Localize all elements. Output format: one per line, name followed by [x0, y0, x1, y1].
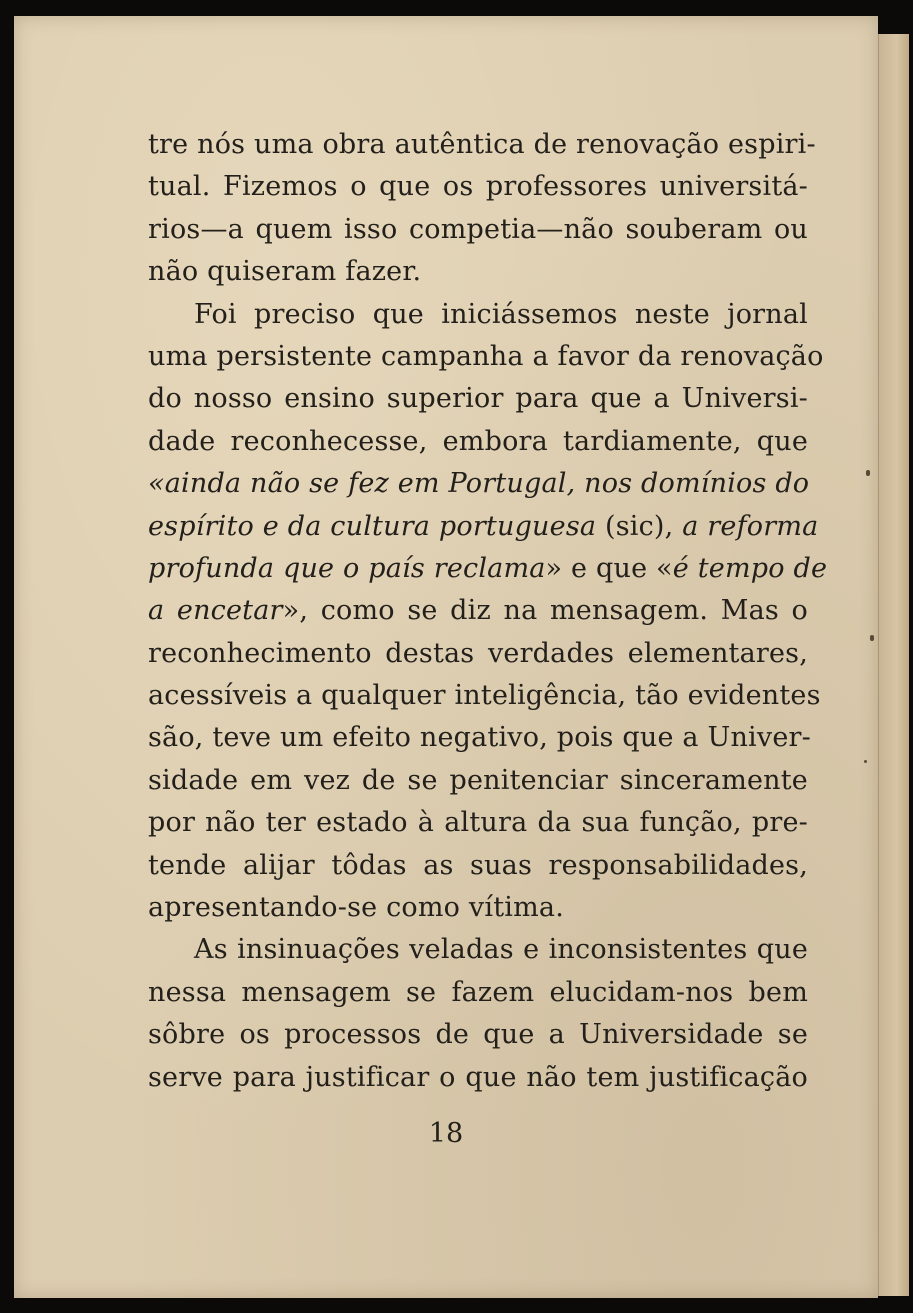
text-line: As insinuações veladas e inconsistentes que: [194, 934, 808, 966]
text-line-mixed: [148, 548, 828, 590]
text-line: sidade em vez de se penitenciar sinceramente: [148, 764, 808, 796]
text-line: do nosso ensino superior para que a Universi-: [148, 383, 808, 415]
text-line: dade reconhecesse, embora tardiamente, que: [148, 425, 808, 457]
text-line: tual. Fizemos o que os professores universitá-: [148, 171, 808, 203]
roman-run: (sic),: [596, 510, 683, 542]
italic-run: é tempo de: [672, 552, 828, 584]
text-line: são, teve um efeito negativo, pois que a Univer-: [148, 722, 811, 754]
text-line: sôbre os processos de que a Universidade se: [148, 1019, 808, 1051]
page-number: 18: [428, 1118, 464, 1149]
text-line: por não ter estado à altura da sua função, pre-: [148, 807, 808, 839]
text-line: uma persistente campanha a favor da renovação: [148, 340, 824, 372]
italic-run: espírito e da cultura portuguesa: [148, 510, 597, 542]
roman-run: » e que «: [545, 552, 673, 584]
text-line-italic: «ainda não se fez em Portugal, nos domínios do: [148, 468, 810, 500]
italic-run: profunda que o país reclama: [148, 552, 546, 584]
text-line-mixed: [148, 590, 808, 632]
roman-run: », como se diz na mensagem. Mas o: [282, 595, 808, 627]
text-line: não quiseram fazer.: [148, 256, 422, 288]
speck: [866, 470, 870, 476]
text-line: tende alijar tôdas as suas responsabilidades,: [148, 849, 808, 881]
italic-run: a encetar: [148, 595, 283, 627]
text-line: tre nós uma obra autêntica de renovação espiri-: [148, 129, 816, 160]
text-line: rios—a quem isso competia—não souberam ou: [148, 213, 808, 245]
paper-specks: [860, 460, 890, 810]
text-line: acessíveis a qualquer inteligência, tão evidentes: [148, 680, 821, 712]
text-line: Foi preciso que iniciássemos neste jornal: [194, 298, 808, 330]
italic-run: a reforma: [682, 510, 819, 542]
body-text: [148, 124, 828, 1099]
text-line: nessa mensagem se fazem elucidam-nos bem: [148, 976, 808, 1008]
speck: [864, 760, 867, 763]
text-line: apresentando-se como vítima.: [148, 892, 564, 924]
book-page: [14, 16, 878, 1298]
speck: [870, 635, 874, 641]
text-line: reconhecimento destas verdades elementares,: [148, 637, 808, 669]
text-line-mixed: [148, 506, 819, 548]
text-line: serve para justificar o que não tem justificação: [148, 1061, 808, 1093]
